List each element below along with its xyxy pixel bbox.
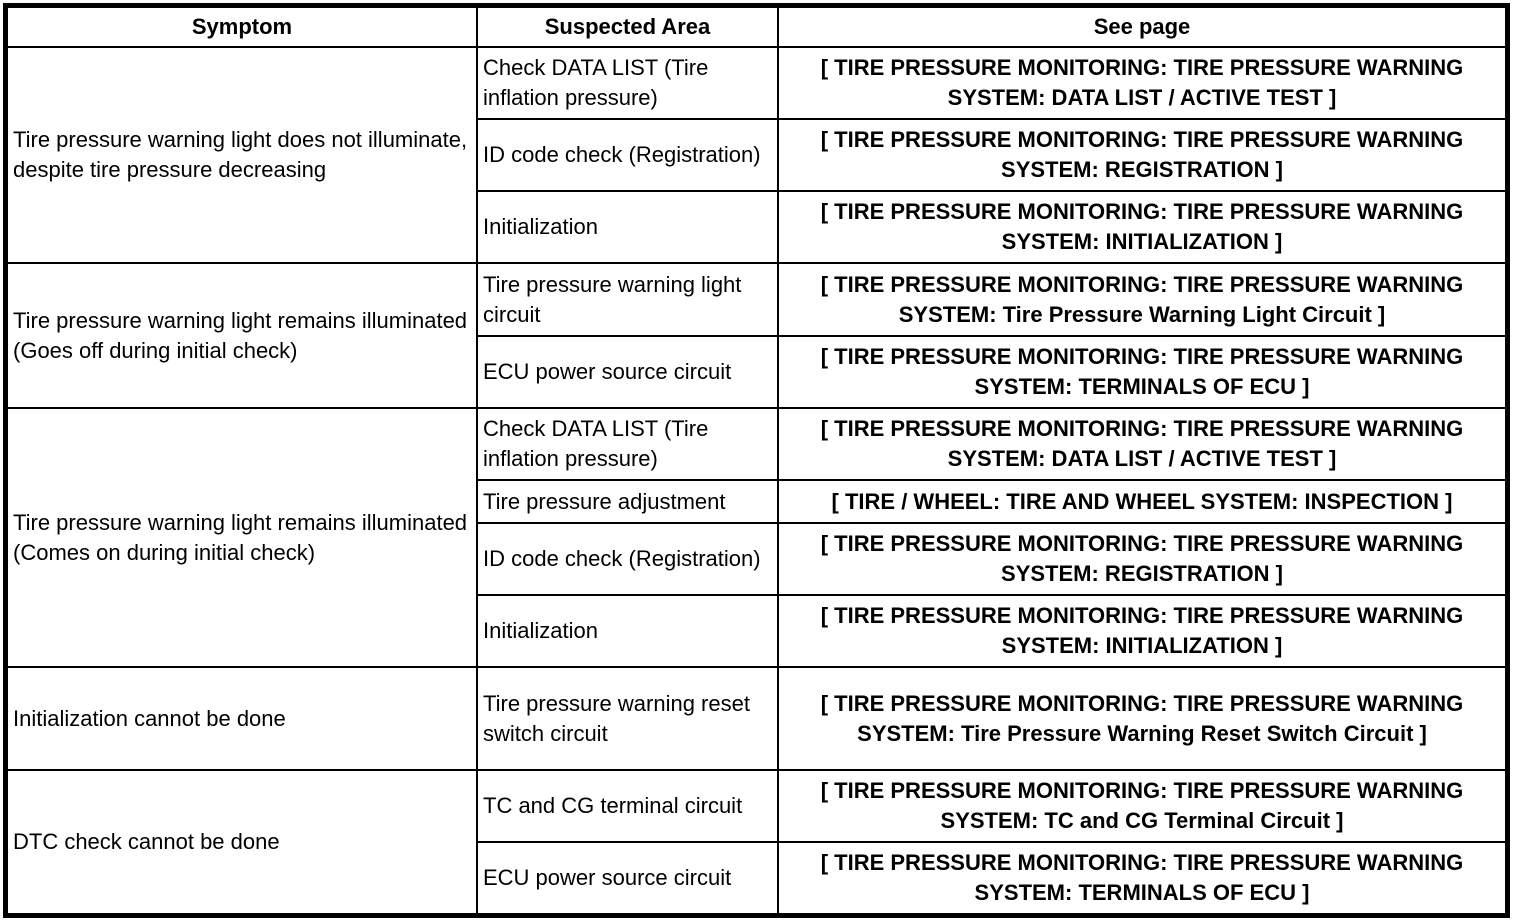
table-row [7, 408, 1506, 480]
see-page-cell: [ TIRE PRESSURE MONITORING: TIRE PRESSURE WARNING SYSTEM: TC and CG Terminal Circuit ] [778, 770, 1506, 842]
see-page-cell: [ TIRE / WHEEL: TIRE AND WHEEL SYSTEM: INSPECTION ] [778, 480, 1506, 523]
suspected-area-cell: Initialization [477, 191, 778, 263]
see-page-cell: [ TIRE PRESSURE MONITORING: TIRE PRESSURE WARNING SYSTEM: TERMINALS OF ECU ] [778, 336, 1506, 408]
suspected-area-cell: Initialization [477, 595, 778, 667]
see-page-cell: [ TIRE PRESSURE MONITORING: TIRE PRESSURE WARNING SYSTEM: INITIALIZATION ] [778, 191, 1506, 263]
suspected-area-cell: Tire pressure warning reset switch circuit [477, 667, 778, 770]
suspected-area-cell: TC and CG terminal circuit [477, 770, 778, 842]
symptom-table [6, 6, 1507, 915]
symptom-cell: Tire pressure warning light does not illuminate, despite tire pressure decreasing [7, 47, 477, 263]
suspected-area-cell: Tire pressure adjustment [477, 480, 778, 523]
header-symptom: Symptom [7, 7, 477, 47]
see-page-cell: [ TIRE PRESSURE MONITORING: TIRE PRESSURE WARNING SYSTEM: INITIALIZATION ] [778, 595, 1506, 667]
table-row [7, 667, 1506, 770]
see-page-cell: [ TIRE PRESSURE MONITORING: TIRE PRESSURE WARNING SYSTEM: Tire Pressure Warning Light Circuit ] [778, 263, 1506, 336]
table-row [7, 47, 1506, 119]
suspected-area-cell: ID code check (Registration) [477, 119, 778, 191]
header-suspected-area: Suspected Area [477, 7, 778, 47]
suspected-area-cell: Check DATA LIST (Tire inflation pressure) [477, 408, 778, 480]
see-page-cell: [ TIRE PRESSURE MONITORING: TIRE PRESSURE WARNING SYSTEM: TERMINALS OF ECU ] [778, 842, 1506, 914]
see-page-cell: [ TIRE PRESSURE MONITORING: TIRE PRESSURE WARNING SYSTEM: DATA LIST / ACTIVE TEST ] [778, 408, 1506, 480]
see-page-cell: [ TIRE PRESSURE MONITORING: TIRE PRESSURE WARNING SYSTEM: REGISTRATION ] [778, 523, 1506, 595]
suspected-area-cell: Tire pressure warning light circuit [477, 263, 778, 336]
suspected-area-cell: ID code check (Registration) [477, 523, 778, 595]
symptom-cell: Tire pressure warning light remains illuminated (Goes off during initial check) [7, 263, 477, 408]
see-page-cell: [ TIRE PRESSURE MONITORING: TIRE PRESSURE WARNING SYSTEM: Tire Pressure Warning Reset Switch Circuit ] [778, 667, 1506, 770]
table-row [7, 263, 1506, 336]
see-page-cell: [ TIRE PRESSURE MONITORING: TIRE PRESSURE WARNING SYSTEM: DATA LIST / ACTIVE TEST ] [778, 47, 1506, 119]
suspected-area-cell: ECU power source circuit [477, 842, 778, 914]
suspected-area-cell: ECU power source circuit [477, 336, 778, 408]
header-row [7, 7, 1506, 47]
symptom-cell: Tire pressure warning light remains illuminated (Comes on during initial check) [7, 408, 477, 667]
symptom-cell: Initialization cannot be done [7, 667, 477, 770]
table-row [7, 770, 1506, 842]
suspected-area-cell: Check DATA LIST (Tire inflation pressure) [477, 47, 778, 119]
see-page-cell: [ TIRE PRESSURE MONITORING: TIRE PRESSURE WARNING SYSTEM: REGISTRATION ] [778, 119, 1506, 191]
symptom-cell: DTC check cannot be done [7, 770, 477, 914]
header-see-page: See page [778, 7, 1506, 47]
